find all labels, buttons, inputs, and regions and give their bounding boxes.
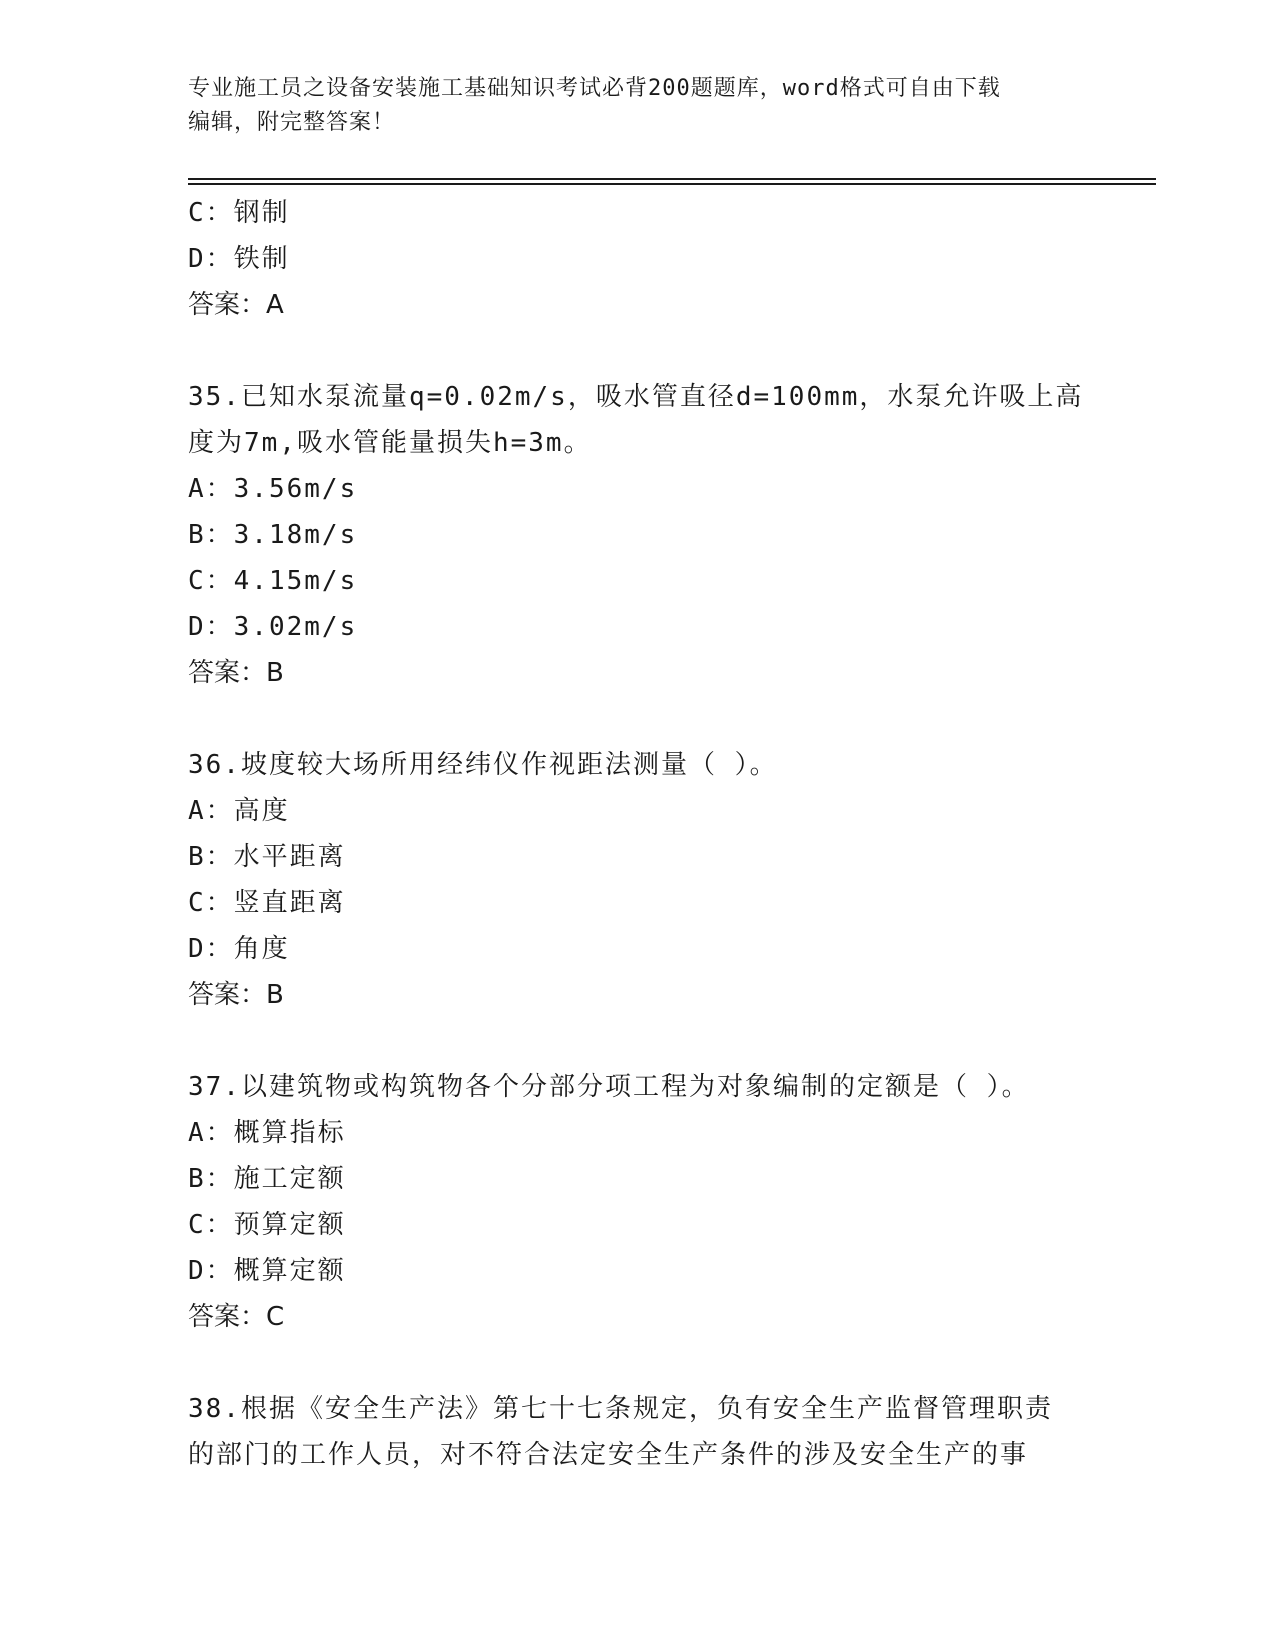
question-block-35 <box>188 374 1088 696</box>
option-d: D：铁制 <box>188 244 290 274</box>
answer-label: 答案：B <box>188 980 284 1010</box>
question-block-previous <box>188 190 1088 328</box>
question-text <box>188 1386 1068 1478</box>
option-c: C：钢制 <box>188 198 290 228</box>
document-body <box>188 190 1088 1478</box>
option-d: D：角度 <box>188 934 290 964</box>
question-text <box>188 374 1084 466</box>
option-d: D：3.02m/s <box>188 612 358 642</box>
question-text-line-1: 35.已知水泵流量q=0.02m/s，吸水管直径d=100mm，水泵允许吸上高 <box>188 382 1084 412</box>
question-block-36 <box>188 742 1088 1018</box>
question-text-line-1: 37.以建筑物或构筑物各个分部分项工程为对象编制的定额是（ ）。 <box>188 1072 1030 1102</box>
header-divider-top <box>188 178 1156 180</box>
option-b: B：3.18m/s <box>188 520 358 550</box>
question-text-line-1: 38.根据《安全生产法》第七十七条规定，负有安全生产监督管理职责 <box>188 1394 1053 1424</box>
option-a: A：3.56m/s <box>188 474 358 504</box>
question-text-line-1: 36.坡度较大场所用经纬仪作视距法测量（ ）。 <box>188 750 778 780</box>
option-a: A：高度 <box>188 796 290 826</box>
header-line-2: 编辑，附完整答案！ <box>188 110 396 135</box>
question-block-38 <box>188 1386 1088 1478</box>
option-c: C：预算定额 <box>188 1210 346 1240</box>
option-c: C：竖直距离 <box>188 888 346 918</box>
option-c: C：4.15m/s <box>188 566 358 596</box>
answer-label: 答案：A <box>188 290 284 320</box>
question-block-37 <box>188 1064 1088 1340</box>
answer-label: 答案：C <box>188 1302 285 1332</box>
question-text <box>188 1064 1068 1110</box>
question-text <box>188 742 1068 788</box>
question-text-line-2: 的部门的工作人员，对不符合法定安全生产条件的涉及安全生产的事 <box>188 1440 1029 1470</box>
option-b: B：施工定额 <box>188 1164 346 1194</box>
document-header <box>188 72 1088 140</box>
spacer <box>188 1340 1088 1386</box>
spacer <box>188 696 1088 742</box>
option-a: A：概算指标 <box>188 1118 346 1148</box>
option-b: B：水平距离 <box>188 842 346 872</box>
option-d: D：概算定额 <box>188 1256 346 1286</box>
header-line-1: 专业施工员之设备安装施工基础知识考试必背200题题库，word格式可自由下载 <box>188 76 1001 101</box>
spacer <box>188 1018 1088 1064</box>
question-text-line-2: 度为7m,吸水管能量损失h=3m。 <box>188 428 592 458</box>
spacer <box>188 328 1088 374</box>
answer-label: 答案：B <box>188 658 284 688</box>
header-divider-bottom <box>188 183 1156 185</box>
